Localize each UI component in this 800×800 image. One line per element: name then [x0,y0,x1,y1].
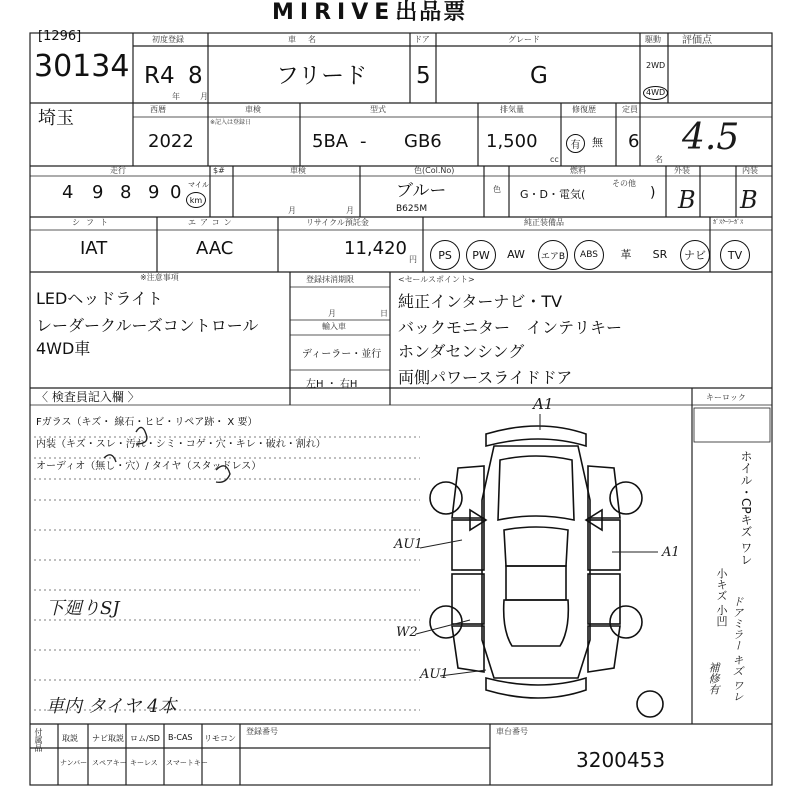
doc-type: 出品票 [395,0,468,25]
color-code: B625M [396,204,428,214]
capacity: 6 [628,131,640,152]
note-line-1: LEDヘッドライト [36,289,163,308]
lane-number: [1296] [38,29,82,44]
history-no: 無 [592,136,603,149]
label-insp-day: 月 [346,206,354,215]
model-prefix: 5BA [312,131,349,152]
equipment-item-2: PW [466,240,496,270]
label-recycle: リサイクル預託金 [306,218,369,227]
damage-a1-top: A1 [533,395,554,413]
label-transfer-day: 日 [380,309,388,318]
equipment-item-3: AW [507,247,525,261]
label-aircon: エアコン [188,218,236,227]
label-door: ドア [414,35,430,44]
mileage-digit-5: 0 [170,182,182,203]
label-cc: cc [550,155,559,164]
inspection-note: ※記入は登録日 [210,119,252,126]
reg-month: 8 [188,63,203,89]
label-drive: 駆動 [645,35,661,44]
aircon-value: AAC [196,238,234,259]
attached-item-1: 取説 [62,734,78,743]
lot-number: 30134 [34,49,130,84]
hw-lower: 下廻りSJ [46,598,120,619]
sales-line-4: 両側パワースライドドア [398,368,573,387]
transfer-steering: 左H ・ 右H [306,379,358,390]
chassis-number: 3200453 [576,748,666,772]
score-value: 4.5 [682,117,740,158]
label-inspector: 〈 検査員記入欄 〉 [36,390,140,404]
equipment-item-1: PS [430,240,460,270]
attached-item-2: ナビ取説 [92,734,124,743]
attached-item-b1: ナンバー [60,759,88,767]
mileage-unit-km-circled: km [186,192,206,208]
label-reg-number: 登録番号 [246,727,278,736]
mileage-digit-3: 8 [120,182,132,203]
attached-item-3: ロム/SD [130,734,160,743]
label-capacity: 定員 [622,105,638,114]
hw-trunk: 車内 タイヤ 4本 [46,696,177,717]
mileage-digit-4: 9 [148,182,160,203]
equipment-item-8: ナビ [680,240,710,270]
equipment-item-4: エアB [538,240,568,270]
equipment-item-9: TV [720,240,750,270]
attached-item-b3: キーレス [130,759,158,767]
drive-4wd-circled: 4WD [643,86,668,100]
damage-w2: W2 [396,625,418,640]
label-insp-month-a: 月 [288,206,296,215]
equipment-item-5: ABS [574,240,604,270]
fuel-close: ) [650,185,656,201]
label-displacement: 排気量 [500,105,524,114]
mileage-unit-mile: マイル [188,181,209,189]
sales-line-3: ホンダセンシング [398,342,525,361]
damage-a1-right: A1 [662,545,680,560]
interior-grade: B [740,186,758,214]
label-yen: 円 [409,255,417,264]
attached-item-b2: スペアキー [92,759,127,767]
label-reg-transfer: 登録抹消期限 [306,275,354,284]
label-import: 輸入車 [322,322,346,331]
label-year: 年 [172,92,180,101]
label-history: 修復歴 [572,105,596,114]
prefecture: 埼玉 [38,108,74,129]
inspector-line-audio: オーディオ（無し・穴）/ タイヤ（スタッドレス） [36,461,262,472]
label-cooler-gas: ｶﾞｽｸｰﾗｰｶﾞｽ [713,219,744,226]
label-sales: <セールスポイント> [398,275,475,284]
label-first-reg: 初度登録 [152,35,184,44]
side-note-mirror: ドアミラー キズ ワレ [731,596,744,702]
label-notes: ※注意事項 [140,273,179,282]
label-attached: 付属品 [34,728,43,752]
color-value: ブルー [396,181,447,201]
transfer-dealer: ディーラー・並行 [302,349,382,360]
label-fuel-other: その他 [612,179,636,188]
side-note-wheel: ホイル・CPキズ ワレ [739,450,753,566]
side-note-small: 小キズ 小凹 [715,568,728,627]
note-line-3: 4WD車 [36,339,91,358]
drive-2wd: 2WD [646,61,666,70]
damage-au1-left: AU1 [394,537,423,552]
label-year-west: 西暦 [150,105,166,114]
displacement: 1,500 [486,131,538,152]
label-inspection: 車検 [245,105,261,114]
label-car-name: 車名 [288,35,328,44]
label-transfer-month: 月 [328,309,336,318]
sales-line-1: 純正インターナビ・TV [398,292,563,311]
exterior-grade: B [678,186,696,214]
label-model: 型式 [370,105,386,114]
mileage-digit-2: 9 [92,182,104,203]
attached-item-5: リモコン [204,734,236,743]
damage-au1-bottom: AU1 [420,667,449,682]
label-keylock: キーロック [706,393,746,402]
mileage-digit-1: 4 [62,182,74,203]
label-mileage: 走行 [110,166,126,175]
equipment-item-7: SR [652,247,668,261]
label-exterior: 外装 [674,166,690,175]
label-meter-change: $# [213,166,225,175]
attached-item-b4: スマートキー [166,759,208,767]
label-fuel: 燃料 [570,166,586,175]
sales-line-2: バックモニター インテリキー [398,318,623,337]
model-code: GB6 [404,131,442,152]
brand-name: MIRIVE [272,0,396,25]
model-year: 2022 [148,131,194,152]
label-interior: 内装 [742,166,758,175]
history-yes-circled: 有 [566,134,585,153]
door-count: 5 [416,63,431,89]
recycle-value: 11,420 [344,238,407,259]
label-grade: グレード [508,35,540,44]
label-score: 評価点 [682,35,712,46]
car-name: フリード [276,63,368,89]
model-dash: - [360,131,367,152]
shift-value: IAT [80,238,108,259]
label-person: 名 [655,155,663,164]
side-note-repaired: 補修有 [707,662,720,695]
note-line-2: レーダークルーズコントロール [36,316,259,335]
inspector-line-interior: 内装（キズ・スレ・汚れ・シミ・コゲ・穴・キレ・破れ・割れ） [36,439,326,450]
reg-era: R4 [144,63,175,89]
grade: G [530,63,548,89]
label-vehicle-inspection: 車検 [290,166,306,175]
label-color: 色(Col.No) [414,166,455,175]
fuel-value: G・D・電気( [520,188,586,201]
label-chassis: 車台番号 [496,727,528,736]
label-equipment: 純正装備品 [524,218,564,227]
label-month: 月 [200,92,208,101]
equipment-item-6: 革 [620,248,632,261]
label-color-small: 色 [493,185,501,194]
label-shift: シフト [72,218,114,227]
inspector-line-glass: Fガラス（キズ・ 線石・ヒビ・リペア跡・ X 要） [36,417,258,428]
attached-item-4: B-CAS [168,733,193,742]
